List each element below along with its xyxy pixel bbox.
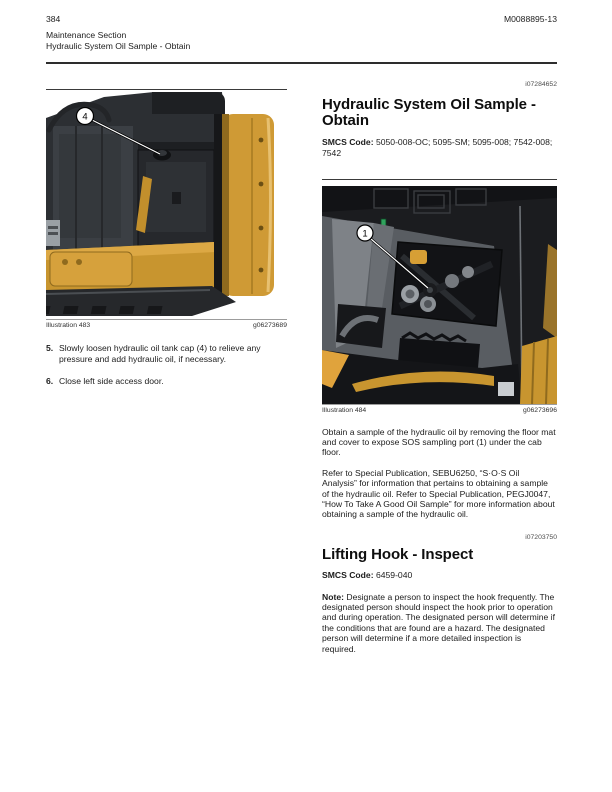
callout-4-label: 4 xyxy=(82,111,88,123)
left-column xyxy=(46,89,287,399)
smcs-codes: 6459-040 xyxy=(373,570,413,581)
graphic-id: g06273689 xyxy=(252,322,287,329)
document-code: M0088895-13 xyxy=(503,14,557,24)
smcs-code-line xyxy=(322,137,556,158)
smcs-label: SMCS Code: xyxy=(322,137,374,148)
oil-sample-paragraph-2: Refer to Special Publication, SEBU6250, “S·O·S Oil Analysis” for information that pertains to obtaining a sample of the hydraulic oil. Refer to Special Publication, PEGJ0047, “How To Take A Good Oil Sample” for more information about obtaining a sample of the hydraulic oil. xyxy=(322,467,555,520)
page-header xyxy=(46,14,557,52)
step-number: 6. xyxy=(46,376,54,387)
excavator-side-view-image xyxy=(46,92,287,319)
figure-top-rule xyxy=(322,179,557,180)
step-6 xyxy=(46,376,287,387)
note-text: Designate a person to inspect the hook frequently. The designated person should inspect the hook prior to operation and during operation. The designated person will determine if the conditions that are found are a hazard. The designated person will determine if a more detailed inspection is required. xyxy=(322,591,555,654)
note-label: Note: xyxy=(322,591,344,602)
illustration-caption: Illustration 483 xyxy=(46,322,91,329)
header-topic: Hydraulic System Oil Sample - Obtain xyxy=(46,41,191,51)
smcs-code-line-2 xyxy=(322,570,556,581)
callout-1-marker xyxy=(357,225,373,241)
illustration-484 xyxy=(322,179,557,414)
inspection-note xyxy=(322,592,556,654)
illustration-483 xyxy=(46,89,287,329)
step-number: 5. xyxy=(46,343,54,353)
ref-id-mid: i07203750 xyxy=(525,533,557,541)
article-title-oil-sample: Hydraulic System Oil Sample - Obtain xyxy=(322,96,536,130)
figure-top-rule xyxy=(46,89,287,90)
smcs-codes: 5050-008-OC; 5095-SM; 5095-008; 7542-008; 7542 xyxy=(322,137,553,158)
callout-1-label: 1 xyxy=(362,228,368,240)
ref-id-top: i07284652 xyxy=(525,81,557,88)
illustration-caption: Illustration 484 xyxy=(322,406,367,414)
procedure-steps xyxy=(46,343,287,387)
smcs-label: SMCS Code: xyxy=(322,570,374,581)
graphic-id: g06273696 xyxy=(522,406,557,414)
right-column xyxy=(322,81,557,663)
callout-4-marker xyxy=(77,108,94,125)
header-divider xyxy=(46,62,557,64)
page-number: 384 xyxy=(46,14,61,24)
article-title-lifting-hook: Lifting Hook - Inspect xyxy=(322,545,474,563)
step-text: Close left side access door. xyxy=(59,376,164,387)
step-5 xyxy=(46,343,287,364)
step-text: Slowly loosen hydraulic oil tank cap (4) to relieve any pressure and add hydraulic oil, if necessary. xyxy=(59,343,261,364)
cab-floor-sampling-port-image xyxy=(322,186,557,404)
header-section: Maintenance Section xyxy=(46,30,127,40)
oil-sample-paragraph-1: Obtain a sample of the hydraulic oil by removing the floor mat and cover to expose SOS sampling port (1) under the cab floor. xyxy=(322,426,556,458)
